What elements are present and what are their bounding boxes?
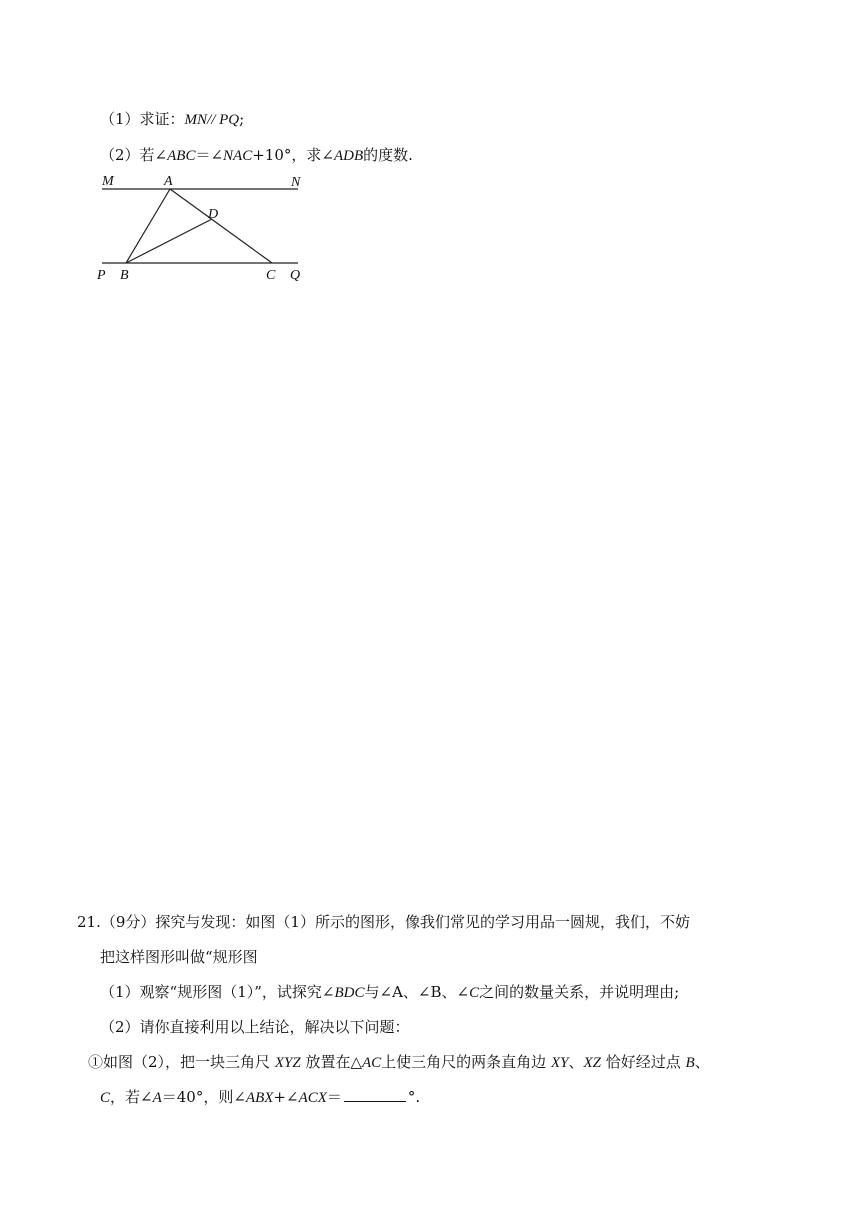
label-c: C xyxy=(266,268,276,283)
problem21-subquestion1-cont: C，若∠A＝40°，则∠ABX+∠ACX＝ °. xyxy=(100,1088,421,1106)
label-d: D xyxy=(208,207,219,222)
problem20-part1: （1）求证：MN// PQ; xyxy=(100,110,245,128)
label-n: N xyxy=(291,175,301,190)
problem21-line1: 21.（9分）探究与发现：如图（1）所示的图形，像我们常见的学习用品一圆规，我们，不妨 xyxy=(77,913,690,931)
label-q: Q xyxy=(290,268,301,283)
label-b: B xyxy=(120,268,129,283)
geometry-figure xyxy=(90,168,320,286)
segment-ac xyxy=(170,189,272,263)
problem21-question2: （2）请你直接利用以上结论，解决以下问题： xyxy=(100,1018,410,1036)
problem21-line2: 把这样图形叫做“规形图 xyxy=(100,948,258,966)
label-m: M xyxy=(102,174,114,189)
label-p: P xyxy=(97,268,106,283)
problem20-part2: （2）若∠ABC＝∠NAC+10°，求∠ADB的度数. xyxy=(100,146,413,164)
problem21-question1: （1）观察“规形图（1）”，试探究∠BDC与∠A、∠B、∠C之间的数量关系，并说明理由; xyxy=(100,983,680,1001)
label-a: A xyxy=(164,174,173,189)
answer-blank[interactable] xyxy=(344,1087,406,1102)
problem21-subquestion1: ①如图（2），把一块三角尺 XYZ 放置在△AC上使三角尺的两条直角边 XY、XZ 恰好经过点 B、 xyxy=(88,1053,710,1071)
